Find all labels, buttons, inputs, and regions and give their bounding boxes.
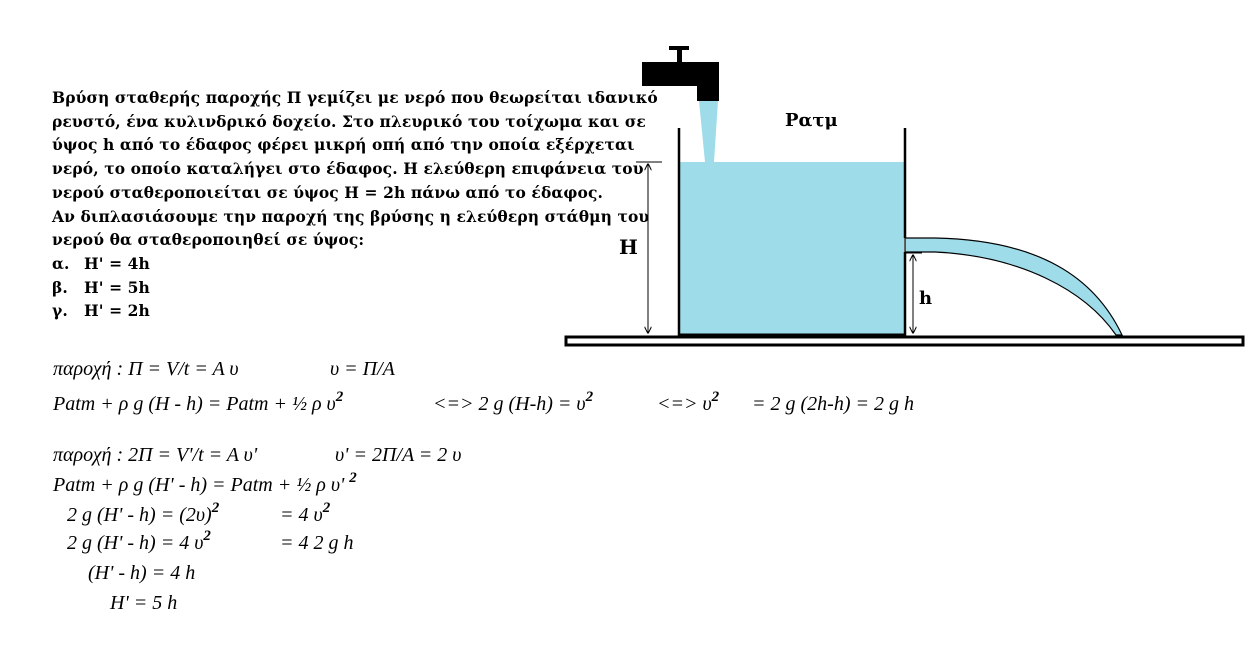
exponent: 2 <box>335 389 344 405</box>
option-letter: β. <box>52 277 68 297</box>
equation-6b: = 4 2 g h <box>280 532 354 554</box>
option-letter: γ. <box>52 301 68 321</box>
exponent: 2 <box>349 470 357 486</box>
equation-7: (H' - h) = 4 h <box>88 562 196 584</box>
equation-3a: παροχή : 2Π = V'/t = A υ' <box>53 444 258 466</box>
equation-1a: παροχή : Π = V/t = A υ <box>53 358 239 380</box>
problem-line: νερό, το οποίο καταλήγει στο έδαφος. Η ελεύθερη επιφάνεια του <box>52 159 644 179</box>
problem-line: ρευστό, ένα κυλινδρικό δοχείο. Στο πλευρικό του τοίχωμα και σε <box>52 111 646 131</box>
exponent: 2 <box>585 389 594 405</box>
equation-2c: <=> $\upsilon^2$ <box>657 389 720 415</box>
equation-8: H' = 5 h <box>110 592 178 614</box>
exponent: 2 <box>203 528 211 544</box>
ground <box>566 337 1243 345</box>
problem-line: νερού θα σταθεροποιηθεί σε ύψος: <box>52 230 365 250</box>
equation-2 <box>53 389 344 416</box>
tank-water <box>680 162 904 334</box>
H-label: Η <box>619 235 638 259</box>
equation-5b: = 4 $\upsilon^2$ <box>280 500 331 526</box>
option-text: Η' = 2h <box>84 301 150 321</box>
water-stream <box>699 101 718 162</box>
equation-4: Patm + ρ g (H' - h) = Patm + ½ ρ υ' $^2$ <box>53 470 357 496</box>
equation-3b: υ' = 2Π/A = 2 υ <box>335 444 462 466</box>
option-text: Η' = 4h <box>84 253 150 273</box>
problem-line: Αν διπλασιάσουμε την παροχή της βρύσης η ελεύθερη στάθμη του <box>52 206 650 226</box>
problem-line: ύψος h από το έδαφος φέρει μικρή οπή από την οποία εξέρχεται <box>52 135 635 155</box>
equation-1b: υ = Π/A <box>330 358 395 380</box>
option-text: Η' = 5h <box>84 277 150 297</box>
equation-2d: = 2 g (2h-h) = 2 g h <box>752 393 914 415</box>
exponent: 2 <box>322 500 331 516</box>
water-jet <box>905 238 1122 335</box>
option-letter: α. <box>52 253 70 273</box>
equation-5a: 2 g $(H' - h) = (2\upsilon)^2$ <box>67 500 220 526</box>
patm-label: Ρατμ <box>785 110 838 131</box>
h-label: h <box>919 288 933 309</box>
problem-line: νερού σταθεροποιείται σε ύψος Η = 2h πάνω από το έδαφος. <box>52 182 604 202</box>
exponent: 2 <box>711 389 720 405</box>
problem-line: Βρύση σταθερής παροχής Π γεμίζει με νερό που θεωρείται ιδανικό <box>52 88 658 107</box>
exponent: 2 <box>211 500 220 516</box>
equation-2a: Patm + ρ g (H - h) = Patm + ½ ρ υ <box>53 393 336 415</box>
tap-icon <box>642 46 719 101</box>
equation-6a: 2 g (H' - h) = 4 $\upsilon^2$ <box>67 528 211 554</box>
equation-2b: <=> 2 g $(H-h) = \upsilon^2$ <box>433 389 594 415</box>
